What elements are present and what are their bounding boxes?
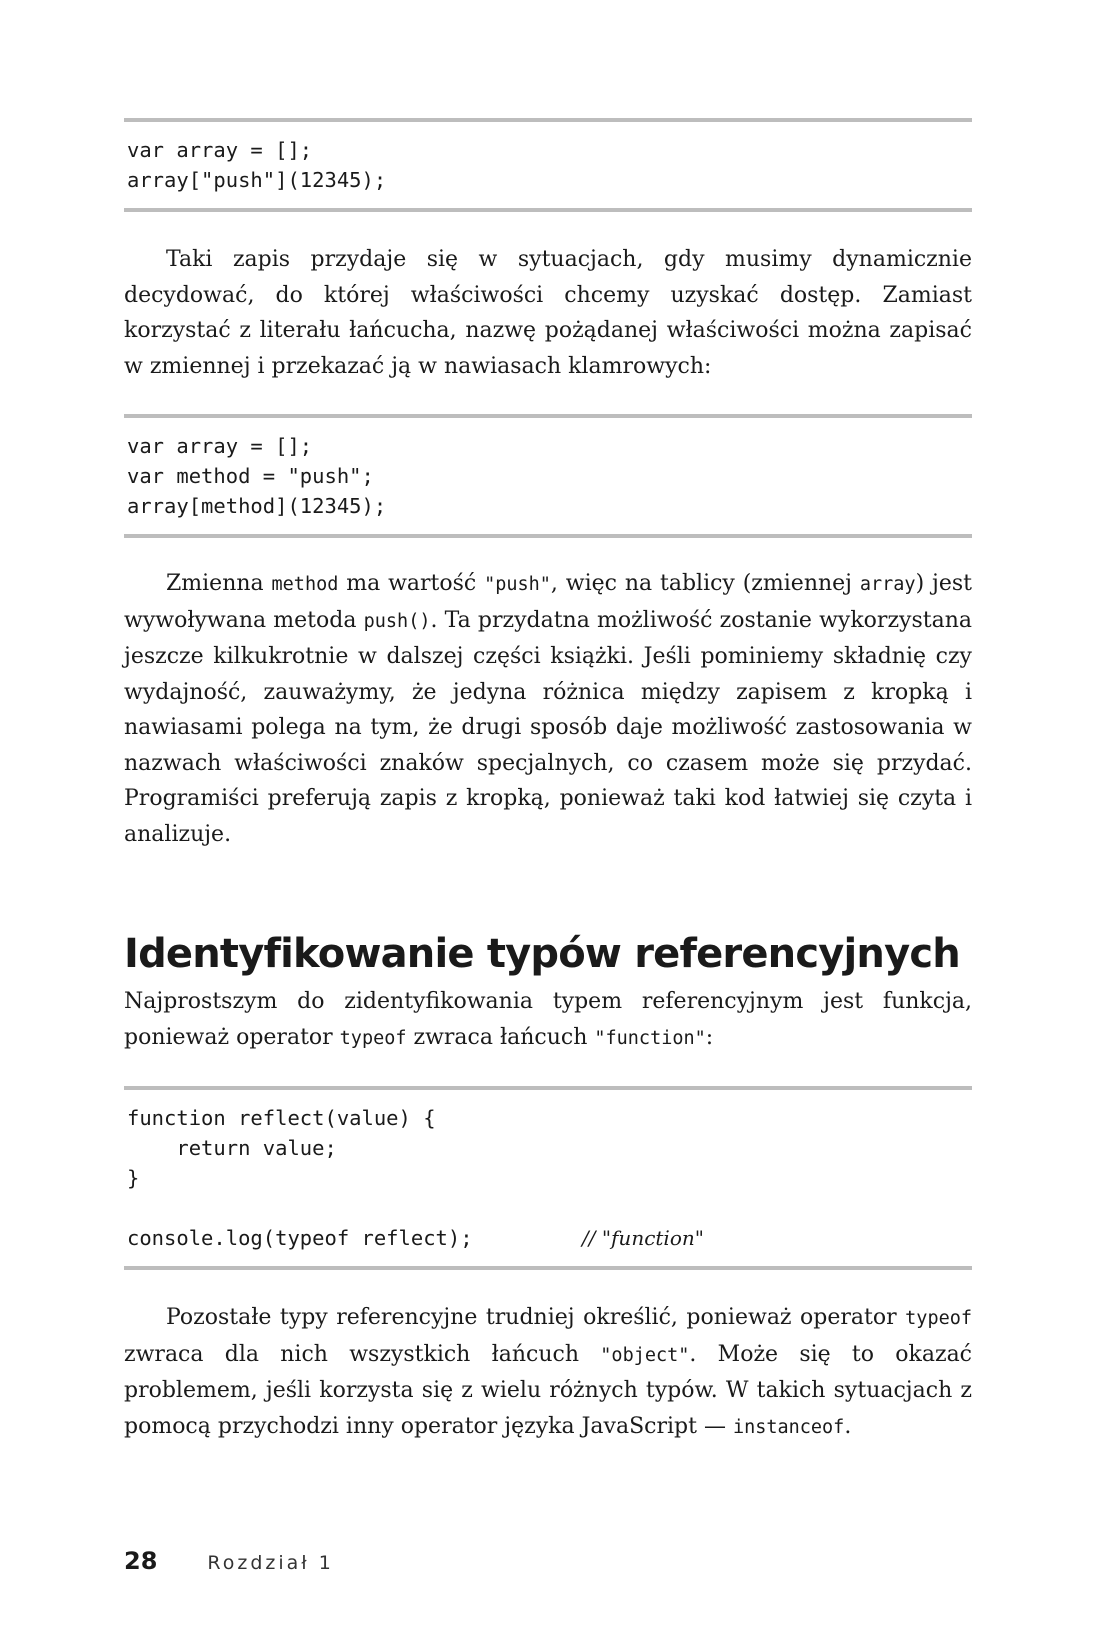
- inline-code: push(): [363, 610, 431, 632]
- inline-code: "object": [600, 1344, 690, 1366]
- page-number: 28: [124, 1547, 158, 1575]
- code-line: array[method](12345);: [127, 494, 387, 518]
- paragraph-3: [124, 984, 972, 1056]
- text-run: .: [844, 1413, 852, 1439]
- code-block-3: [124, 1086, 972, 1270]
- text-run: , więc na tablicy (zmiennej: [550, 571, 860, 596]
- code-comment: // "function": [582, 1226, 704, 1250]
- code-line: }: [127, 1166, 140, 1190]
- paragraph-4: [124, 1300, 972, 1445]
- code-line: function reflect(value) {: [127, 1106, 436, 1130]
- inline-code: array: [859, 574, 916, 595]
- section-heading: Identyfikowanie typów referencyjnych: [124, 931, 960, 977]
- code-block-2: [124, 414, 972, 538]
- chapter-label: Rozdział 1: [207, 1552, 334, 1574]
- paragraph-2: [124, 566, 972, 852]
- code-line: [127, 1223, 972, 1253]
- page-content: [124, 118, 972, 1445]
- code-block-1: [124, 118, 972, 212]
- text-run: Najprostszym do zidentyfikowania typem referencyjnym jest funkcja, ponieważ operator: [124, 989, 972, 1050]
- text-run: . Może się to okazać problemem, jeśli korzysta się z wielu różnych typów. W takich sytuacjach z pomocą przychodzi inny operator języka JavaScript —: [124, 1341, 973, 1439]
- inline-code: method: [271, 574, 339, 595]
- text-run: zwraca dla nich wszystkich łańcuch: [124, 1341, 601, 1367]
- text-run: ) jest wywoływana metoda: [124, 571, 972, 633]
- inline-code: instanceof: [732, 1416, 845, 1438]
- text-run: Zmienna: [166, 571, 272, 596]
- inline-code: typeof: [905, 1308, 972, 1329]
- inline-code: "function": [594, 1027, 706, 1049]
- page-footer: [124, 1547, 334, 1575]
- text-run: :: [705, 1024, 714, 1050]
- paragraph-1: Taki zapis przydaje się w sytuacjach, gdy musimy dynamicznie decydować, do której właściwości chcemy uzyskać dostęp. Zamiast korzystać z literału łańcucha, nazwę pożądanej właściwości można zapisać w zmiennej i przekazać ją w nawiasach klamrowych:: [124, 247, 972, 379]
- code-line: return value;: [127, 1136, 337, 1160]
- code-line: var array = [];: [127, 138, 313, 162]
- code-blank-line: [127, 1193, 972, 1223]
- text-run: . Ta przydatna możliwość zostanie wykorzystana jeszcze kilkukrotnie w dalszej części książki. Jeśli pominiemy składnię czy wydajność, zauważymy, że jedyna różnica między zapisem z kropką i nawiasami polega na tym, że drugi sposób daje możliwość zastosowania w nazwach właściwości znaków specjalnych, co czasem może się przydać. Programiści preferują zapis z kropką, ponieważ taki kod łatwiej się czyta i analizuje.: [124, 607, 972, 847]
- code-line: var array = [];: [127, 434, 313, 458]
- code-line: array["push"](12345);: [127, 168, 387, 192]
- code-text: console.log(typeof reflect);: [127, 1226, 473, 1250]
- inline-code: "push": [484, 574, 551, 595]
- text-run: zwraca łańcuch: [406, 1024, 595, 1050]
- text-run: Pozostałe typy referencyjne trudniej określić, ponieważ operator: [166, 1305, 906, 1330]
- text-run: ma wartość: [338, 571, 485, 596]
- inline-code: typeof: [339, 1027, 407, 1049]
- code-line: var method = "push";: [127, 464, 374, 488]
